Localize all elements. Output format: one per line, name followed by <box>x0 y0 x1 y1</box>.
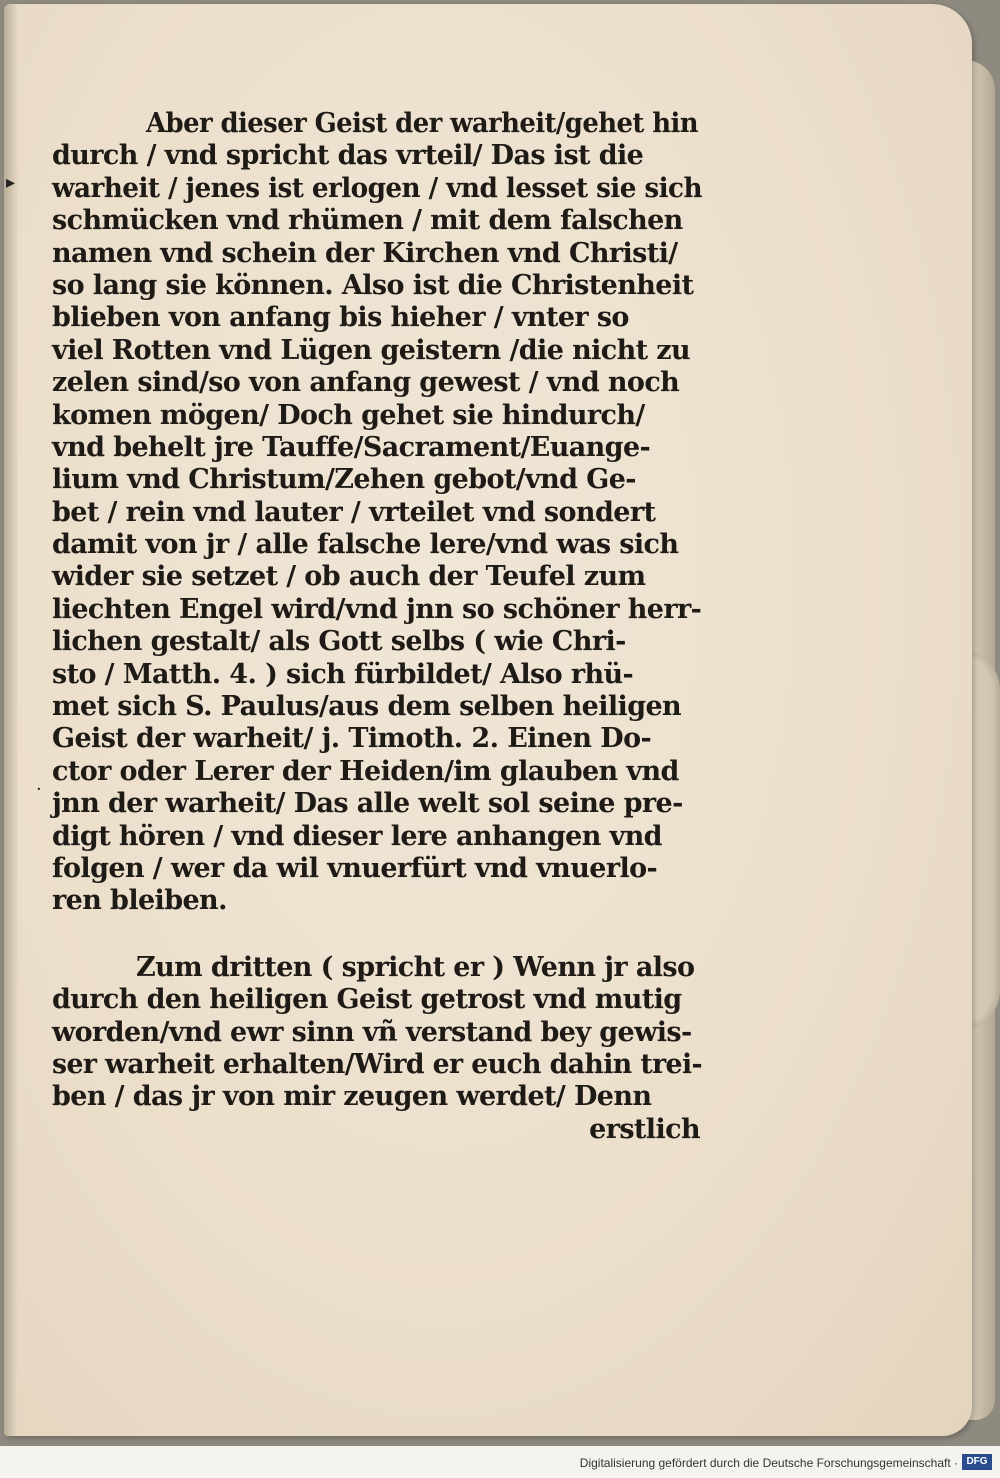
text-line: bet / rein vnd lauter / vrteilet vnd sondert <box>52 496 656 528</box>
paragraph-1 <box>52 108 702 918</box>
text-line: schmücken vnd rhümen / mit dem falschen <box>52 205 683 237</box>
text-line: worden/vnd ewr sinn vñ verstand bey gewis- <box>52 1016 692 1048</box>
text-line: komen mögen/ Doch gehet sie hindurch/ <box>52 399 645 431</box>
text-line: durch / vnd spricht das vrteil/ Das ist die <box>52 140 644 172</box>
body-text <box>52 108 702 1146</box>
text-line: liechten Engel wird/vnd jnn so schöner herr- <box>52 593 702 625</box>
text-line: damit von jr / alle falsche lere/vnd was sich <box>52 529 679 561</box>
text-line: ctor oder Lerer der Heiden/im glauben vnd <box>52 755 679 787</box>
text-line: sto / Matth. 4. ) sich fürbildet/ Also rhü- <box>52 658 634 690</box>
text-line: jnn der warheit/ Das alle welt sol seine pre- <box>52 788 683 820</box>
text-line: Aber dieser Geist der warheit/gehet hin <box>146 108 699 139</box>
text-line: vnd behelt jre Tauffe/Sacrament/Euange- <box>52 431 651 463</box>
margin-mark: ▸ <box>6 172 16 193</box>
funding-notice: Digitalisierung gefördert durch die Deutsche Forschungsgemeinschaft · <box>579 1456 958 1470</box>
text-line: viel Rotten vnd Lügen geistern /die nicht zu <box>52 334 691 366</box>
catchword: erstlich <box>589 1113 700 1145</box>
text-line: lichen gestalt/ als Gott selbs ( wie Chri- <box>52 626 626 658</box>
text-line: digt hören / vnd dieser lere anhangen vnd <box>52 820 662 852</box>
margin-mark: · <box>36 779 42 800</box>
text-line: folgen / wer da wil vnuerfürt vnd vnuerlo- <box>52 852 658 884</box>
text-line: durch den heiligen Geist getrost vnd mutig <box>52 984 682 1016</box>
text-line: Zum dritten ( spricht er ) Wenn jr also <box>136 951 695 983</box>
footer-bar <box>0 1446 1000 1478</box>
text-line: lium vnd Christum/Zehen gebot/vnd Ge- <box>52 464 636 496</box>
text-line: ren bleiben. <box>52 885 227 917</box>
dfg-logo: DFG <box>962 1454 992 1470</box>
text-line: so lang sie können. Also ist die Christenheit <box>52 269 694 301</box>
text-line: namen vnd schein der Kirchen vnd Christi/ <box>52 237 678 269</box>
text-line: met sich S. Paulus/aus dem selben heiligen <box>52 691 682 723</box>
paragraph-2 <box>52 952 702 1114</box>
text-line: ben / das jr von mir zeugen werdet/ Denn <box>52 1081 652 1113</box>
book-page <box>4 4 972 1436</box>
text-line: zelen sind/so von anfang gewest / vnd noch <box>52 367 680 399</box>
text-line: wider sie setzet / ob auch der Teufel zum <box>52 561 646 593</box>
text-line: blieben von anfang bis hieher / vnter so <box>52 302 629 334</box>
text-line: warheit / jenes ist erlogen / vnd lesset sie sich <box>52 172 702 204</box>
text-line: Geist der warheit/ j. Timoth. 2. Einen Do- <box>52 723 652 755</box>
page-gutter <box>4 4 18 1436</box>
text-line: ser warheit erhalten/Wird er euch dahin trei- <box>52 1048 702 1080</box>
